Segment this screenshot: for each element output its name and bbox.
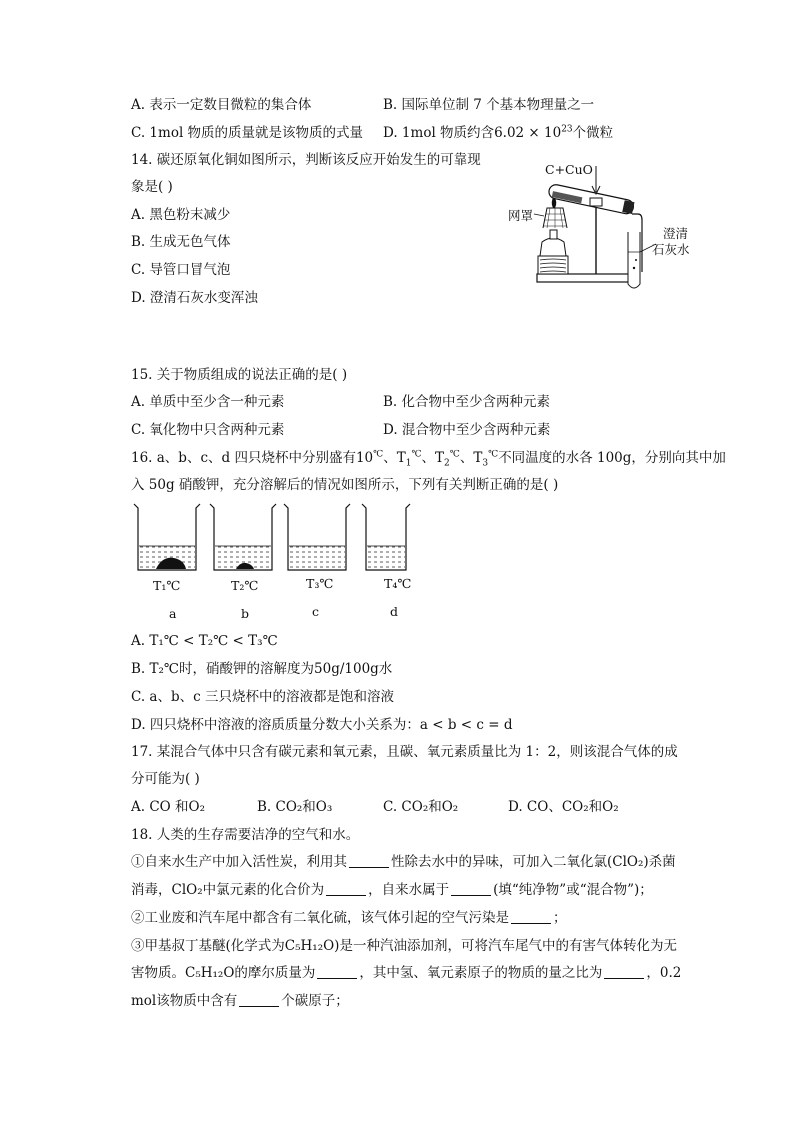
beaker-b-letter: b xyxy=(241,606,250,621)
figure-label-hood: 网罩 xyxy=(508,208,534,223)
q15-stem: 15. 关于物质组成的说法正确的是( ) xyxy=(131,367,348,383)
q17-stem-line2: 分可能为( ) xyxy=(131,771,200,787)
q18-line1: ①自来水生产中加入活性炭，利用其 性除去水中的异味，可加入二氧化氯(ClO₂)杀菌 xyxy=(131,854,676,870)
q14-option-b: B. 生成无色气体 xyxy=(131,234,231,250)
beaker-d-letter: d xyxy=(390,604,399,619)
blank-carbon-atoms[interactable] xyxy=(239,994,279,1007)
q17-option-a: A. CO 和O₂ xyxy=(131,799,205,815)
blank-h-o-ratio[interactable] xyxy=(604,966,644,979)
q13-option-c: C. 1mol 物质的质量就是该物质的式量 xyxy=(131,125,364,141)
figure-label-limewater-2: 石灰水 xyxy=(652,242,690,257)
q16-option-b: B. T₂℃时，硝酸钾的溶解度为50g/100g水 xyxy=(131,661,393,677)
figure-label-reactant: C+CuO xyxy=(545,162,593,177)
blank-adsorption[interactable] xyxy=(349,855,389,868)
q17-stem-line1: 17. 某混合气体中只含有碳元素和氧元素，且碳、氧元素质量比为 1：2，则该混合气体的成 xyxy=(131,744,678,760)
q18-line6: mol该物质中含有 个碳原子； xyxy=(131,993,349,1009)
beaker-d-temp: T₄℃ xyxy=(384,576,412,591)
q15-option-a: A. 单质中至少含一种元素 xyxy=(131,394,285,410)
beaker-b xyxy=(210,504,276,570)
beaker-c xyxy=(284,504,350,570)
q14-option-c: C. 导管口冒气泡 xyxy=(131,262,231,278)
beakers-figure xyxy=(128,500,418,582)
q16-stem-line2: 入 50g 硝酸钾，充分溶解后的情况如图所示，下列有关判断正确的是( ) xyxy=(131,477,559,493)
q14-stem-line2: 象是( ) xyxy=(131,179,173,195)
q15-option-d: D. 混合物中至少含两种元素 xyxy=(383,422,551,438)
blank-valence[interactable] xyxy=(326,883,366,896)
blank-pollution[interactable] xyxy=(511,911,551,924)
q17-option-d: D. CO、CO₂和O₂ xyxy=(508,799,619,815)
figure-label-limewater-1: 澄清 xyxy=(663,226,689,241)
q18-stem: 18. 人类的生存需要洁净的空气和水。 xyxy=(131,827,360,843)
q15-option-c: C. 氧化物中只含两种元素 xyxy=(131,422,285,438)
q14-option-d: D. 澄清石灰水变浑浊 xyxy=(131,290,258,306)
q16-stem-line1: 16. a、b、c、d 四只烧杯中分别盛有10℃、$T_1^℃$、$T_2^℃$、$T_3^℃$不同温度的水各 100g，分别向其中加 xyxy=(131,449,726,469)
beaker-a-temp: T₁℃ xyxy=(153,578,181,593)
q17-option-c: C. CO₂和O₂ xyxy=(383,799,459,815)
q13-option-b: B. 国际单位制 7 个基本物理量之一 xyxy=(383,97,595,113)
q18-line3: ②工业废和汽车尾中都含有二氧化硫，该气体引起的空气污染是 ； xyxy=(131,910,567,926)
q16-option-d: D. 四只烧杯中溶液的溶质质量分数大小关系为：a < b < c = d xyxy=(131,717,513,733)
q14-option-a: A. 黑色粉末减少 xyxy=(131,207,231,223)
q16-option-a: A. T₁℃ < T₂℃ < T₃℃ xyxy=(131,633,278,649)
beaker-a-letter: a xyxy=(169,606,177,621)
q18-line5: 害物质。C₅H₁₂O的摩尔质量为 ，其中氢、氧元素原子的物质的量之比为 ，0.2 xyxy=(131,965,682,981)
q14-stem-line1: 14. 碳还原氧化铜如图所示，判断该反应开始发生的可靠现 xyxy=(131,152,481,168)
q15-option-b: B. 化合物中至少含两种元素 xyxy=(383,394,551,410)
blank-water-type[interactable] xyxy=(451,883,491,896)
beaker-b-temp: T₂℃ xyxy=(231,578,259,593)
beaker-c-temp: T₃℃ xyxy=(306,576,334,591)
q13-option-d: D. 1mol 物质约含$6.02 \times 10^{23}$个微粒 xyxy=(383,124,614,141)
q18-line2: 消毒，ClO₂中氯元素的化合价为 ，自来水属于 (填“纯净物”或“混合物”)； xyxy=(131,882,653,898)
blank-molar-mass[interactable] xyxy=(317,966,357,979)
beaker-c-letter: c xyxy=(312,604,320,619)
q16-option-c: C. a、b、c 三只烧杯中的溶液都是饱和溶液 xyxy=(131,689,394,705)
beaker-a xyxy=(134,504,200,570)
beaker-d xyxy=(362,504,410,570)
q13-option-a: A. 表示一定数目微粒的集合体 xyxy=(131,97,312,113)
q18-line4: ③甲基叔丁基醚(化学式为C₅H₁₂O)是一种汽油添加剂，可将汽车尾气中的有害气体转化为无 xyxy=(131,938,677,954)
q17-option-b: B. CO₂和O₃ xyxy=(257,799,333,815)
